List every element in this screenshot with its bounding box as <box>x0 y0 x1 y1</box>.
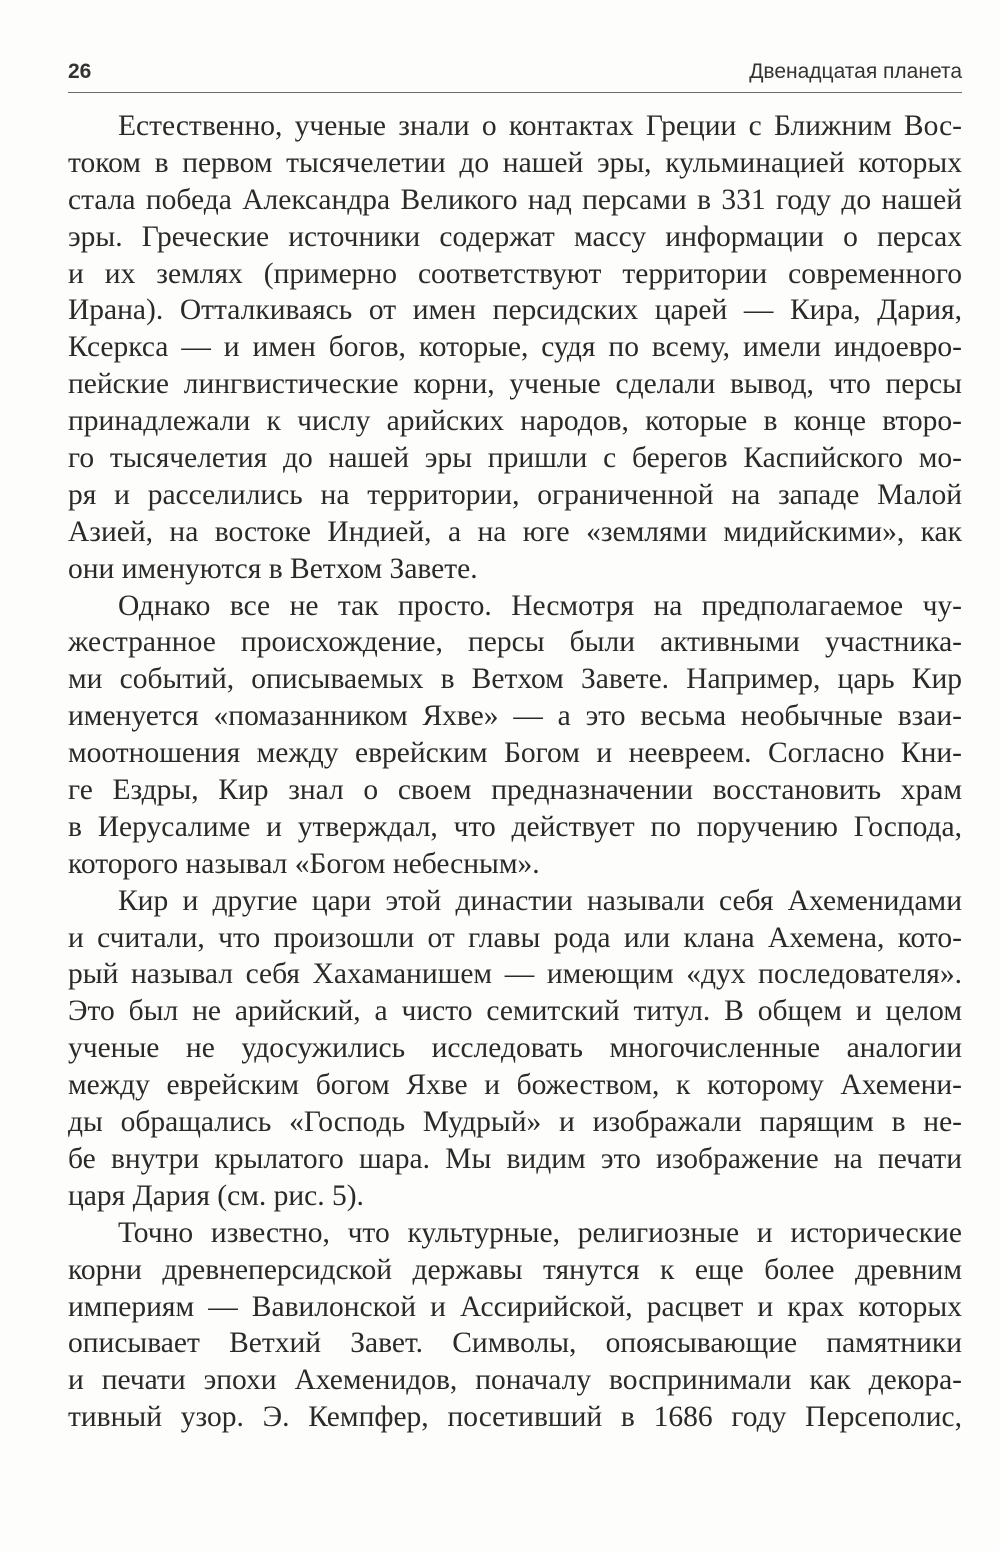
text-line: которого называл «Богом небесным». <box>68 847 540 880</box>
text-line: ге Ездры, Кир знал о своем предназначении восстановить храм <box>68 774 962 807</box>
text-line: царя Дария (см. рис. 5). <box>68 1179 364 1212</box>
text-line: пейские лингвистические корни, ученые сделали вывод, что персы <box>68 368 962 401</box>
text-line: Ирана). Отталкиваясь от имен персидских царей — Кира, Дария, <box>68 294 962 327</box>
text-line: стала победа Александра Великого над персами в 331 году до нашей <box>68 183 962 216</box>
page-header <box>68 58 962 93</box>
text-line: бе внутри крылатого шара. Мы видим это изображение на печати <box>68 1142 962 1175</box>
paragraph <box>68 1215 962 1436</box>
text-line: описывает Ветхий Завет. Символы, опоясывающие памятники <box>68 1327 962 1360</box>
page-number: 26 <box>68 60 92 83</box>
text-line: именуется «помазанником Яхве» — а это весьма необычные взаи- <box>68 700 962 733</box>
running-title: Двенадцатая планета <box>749 60 962 83</box>
text-line: и печати эпохи Ахеменидов, поначалу воспринимали как декора- <box>68 1364 962 1397</box>
text-line: Азией, на востоке Индией, а на юге «землями мидийскими», как <box>68 515 962 548</box>
paragraph <box>68 588 962 883</box>
text-line: жестранное происхождение, персы были активными участника- <box>68 626 962 659</box>
text-line: принадлежали к числу арийских народов, которые в конце второ- <box>68 405 962 438</box>
text-line: рый называл себя Хахаманишем — имеющим «дух последователя». <box>68 958 962 991</box>
text-line: и считали, что произошли от главы рода или клана Ахемена, кото- <box>68 921 962 954</box>
text-line: током в первом тысячелетии до нашей эры, кульминацией которых <box>68 146 962 179</box>
text-line: империям — Вавилонской и Ассирийской, расцвет и крах которых <box>68 1290 962 1323</box>
body-text <box>68 108 962 1436</box>
text-line: го тысячелетия до нашей эры пришли с берегов Каспийского мо- <box>68 442 962 475</box>
text-line: корни древнеперсидской державы тянутся к еще более древним <box>68 1253 962 1286</box>
text-line: Однако все не так просто. Несмотря на предполагаемое чу- <box>118 589 962 622</box>
text-line: Это был не арийский, а чисто семитский титул. В общем и целом <box>68 995 962 1028</box>
text-line: они именуются в Ветхом Завете. <box>68 552 478 585</box>
paragraph <box>68 108 962 588</box>
text-line: ученые не удосужились исследовать многочисленные аналогии <box>68 1032 962 1065</box>
text-line: эры. Греческие источники содержат массу информации о персах <box>68 220 962 253</box>
text-line: Точно известно, что культурные, религиозные и исторические <box>118 1216 962 1249</box>
text-line: и их землях (примерно соответствуют территории современного <box>68 257 962 290</box>
text-line: ря и расселились на территории, ограниченной на западе Малой <box>68 478 962 511</box>
text-line: Естественно, ученые знали о контактах Греции с Ближним Вос- <box>118 110 962 142</box>
text-line: между еврейским богом Яхве и божеством, к которому Ахемени- <box>68 1069 962 1102</box>
text-line: ми событий, описываемых в Ветхом Завете. Например, царь Кир <box>68 663 962 696</box>
text-line: тивный узор. Э. Кемпфер, посетивший в 1686 году Персеполис, <box>68 1401 962 1434</box>
text-line: ды обращались «Господь Мудрый» и изображали парящим в не- <box>68 1106 962 1139</box>
text-line: Ксеркса — и имен богов, которые, судя по всему, имели индоевро- <box>68 331 962 364</box>
text-line: Кир и другие цари этой династии называли себя Ахеменидами <box>118 884 962 917</box>
paragraph <box>68 883 962 1215</box>
text-line: в Иерусалиме и утверждал, что действует по поручению Господа, <box>68 810 962 843</box>
text-line: моотношения между еврейским Богом и неевреем. Согласно Кни- <box>68 737 962 770</box>
